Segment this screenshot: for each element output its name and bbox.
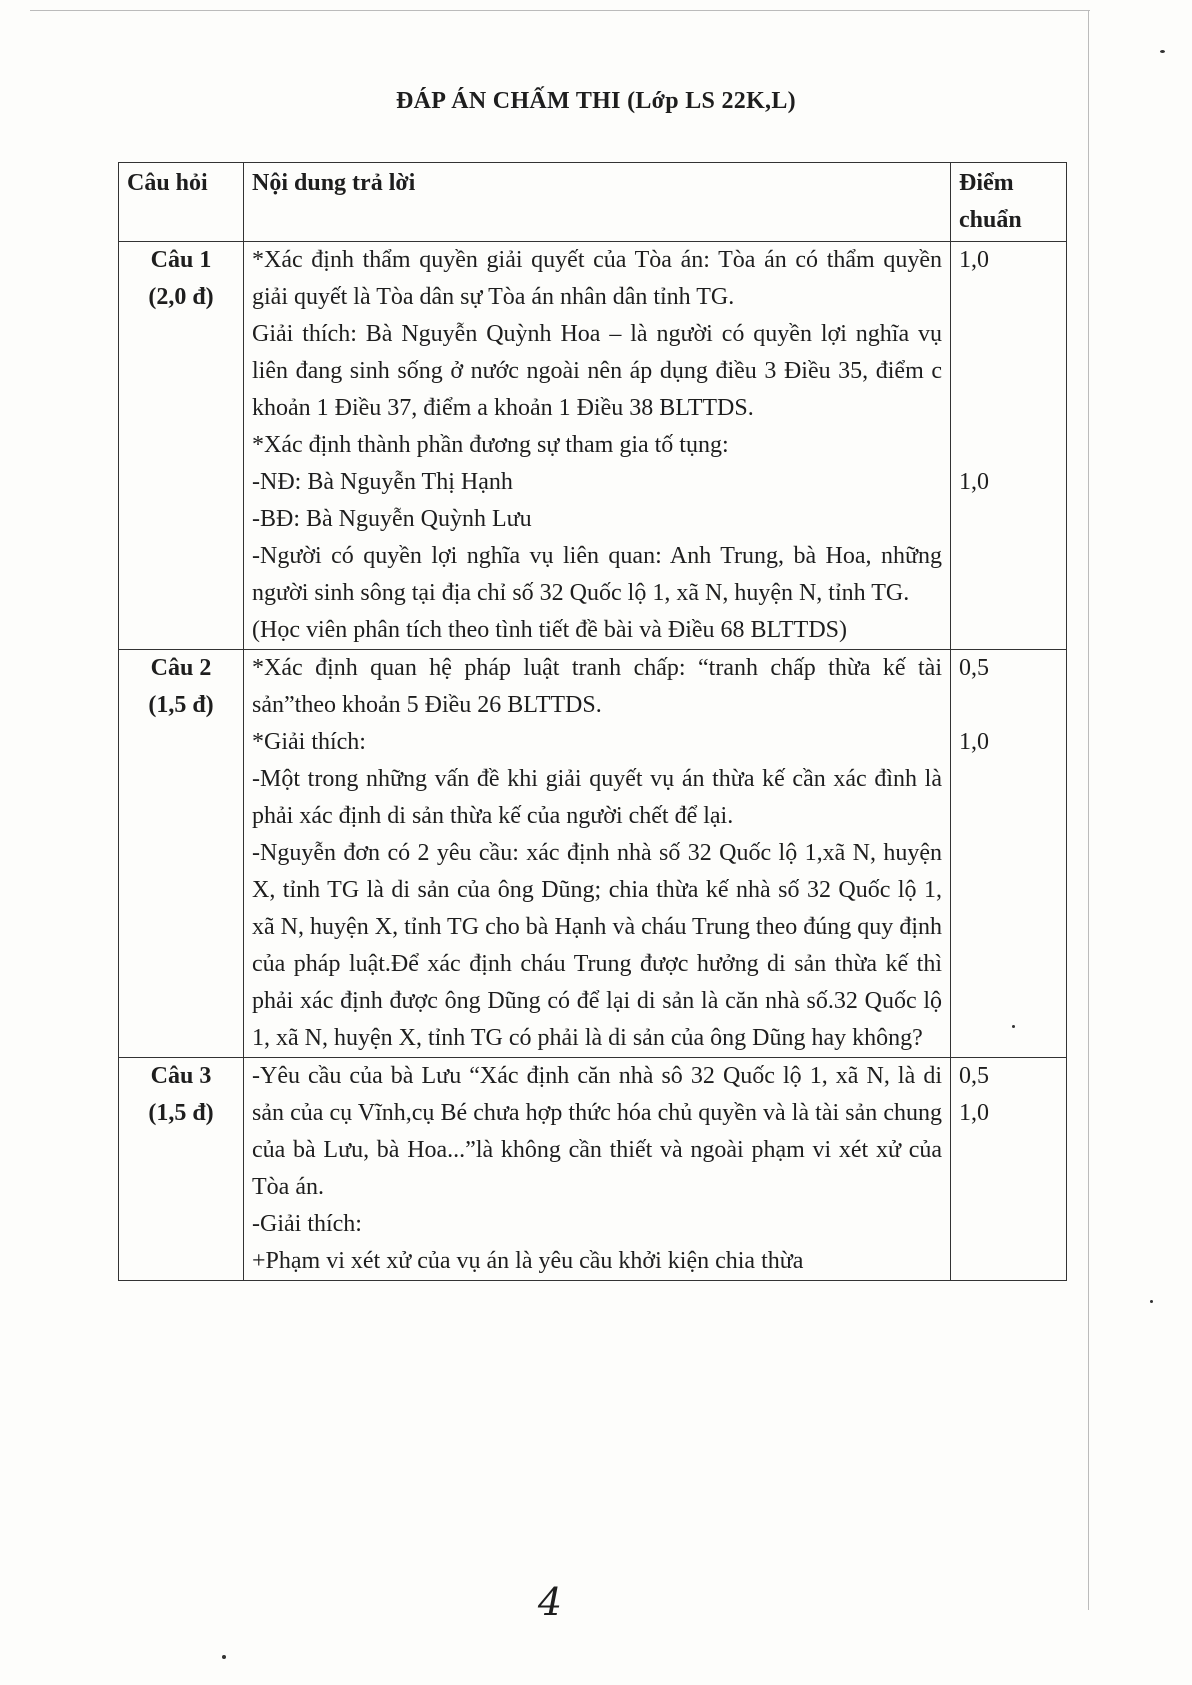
answer-paragraph: -Yêu cầu của bà Lưu “Xác định căn nhà sô 32 Quốc lộ 1, xã N, là di sản của cụ Vĩnh,cụ Bé chưa hợp thức hóa chủ quyền và là tài sản chung của bà Lưu, bà Hoa...”là không cần thiết và ngoài phạm vi xét xử của Tòa án.	[252, 1063, 942, 1200]
table-row	[119, 1058, 1067, 1281]
page-number: 4	[537, 1580, 563, 1624]
answer-paragraph: -Một trong những vấn đề khi giải quyết vụ án thừa kế cần xác đình là phải xác định di sản thừa kế của người chết để lại.	[252, 766, 942, 829]
answer-paragraph: (Học viên phân tích theo tình tiết đề bài và Điều 68 BLTTDS)	[252, 617, 847, 643]
score-cell	[951, 242, 1067, 650]
answer-paragraph: +Phạm vi xét xử của vụ án là yêu cầu khởi kiện chia thừa	[252, 1248, 804, 1274]
scan-speck	[222, 1655, 226, 1659]
score-cell	[951, 650, 1067, 1058]
scan-edge-line-right	[1088, 10, 1089, 1610]
answer-paragraph: -Người có quyền lợi nghĩa vụ liên quan: Anh Trung, bà Hoa, những người sinh sông tại địa chỉ số 32 Quốc lộ 1, xã N, huyện N, tỉnh TG.	[252, 543, 942, 606]
header-question: Câu hỏi	[119, 163, 244, 242]
answer-paragraph: *Xác định thành phần đương sự tham gia tố tụng:	[252, 432, 729, 458]
score-spacer	[959, 687, 1058, 724]
question-number: Câu 1	[150, 247, 212, 273]
question-points: (2,0 đ)	[148, 284, 214, 310]
scan-speck	[1160, 50, 1165, 53]
score-value: 1,0	[959, 247, 989, 273]
page-title: ĐÁP ÁN CHẤM THI (Lớp LS 22K,L)	[396, 88, 796, 114]
scan-speck	[1150, 1300, 1153, 1303]
table-header-row	[119, 163, 1067, 242]
score-value: 1,0	[959, 1100, 989, 1126]
score-cell	[951, 1058, 1067, 1281]
header-score: Điểm chuẩn	[951, 163, 1067, 242]
answer-paragraph: -Giải thích:	[252, 1211, 362, 1237]
answer-cell	[244, 1058, 951, 1281]
question-cell	[119, 650, 244, 1058]
answer-cell	[244, 242, 951, 650]
question-points: (1,5 đ)	[148, 692, 214, 718]
answer-paragraph: Giải thích: Bà Nguyễn Quỳnh Hoa – là người có quyền lợi nghĩa vụ liên đang sinh sống ở nước ngoài nên áp dụng điều 3 Điều 35, điểm c khoản 1 Điều 37, điểm a khoản 1 Điều 38 BLTTDS.	[252, 321, 942, 421]
table-row	[119, 242, 1067, 650]
answer-cell	[244, 650, 951, 1058]
answer-paragraph: -BĐ: Bà Nguyễn Quỳnh Lưu	[252, 506, 532, 532]
scan-edge-line	[30, 10, 1090, 11]
question-points: (1,5 đ)	[148, 1100, 214, 1126]
question-number: Câu 3	[150, 1063, 212, 1089]
question-cell	[119, 242, 244, 650]
answer-table	[118, 162, 1067, 1281]
answer-paragraph: *Giải thích:	[252, 729, 366, 755]
answer-paragraph: -Nguyễn đơn có 2 yêu cầu: xác định nhà số 32 Quốc lộ 1,xã N, huyện X, tỉnh TG là di sản của ông Dũng; chia thừa kế nhà số 32 Quốc lộ 1, xã N, huyện X, tỉnh TG cho bà Hạnh và cháu Trung theo đúng quy định của pháp luật.Để xác định cháu Trung được hưởng di sản thừa kế thì phải xác định được ông Dũng có để lại di sản là căn nhà số.32 Quốc lộ 1, xã N, huyện X, tỉnh TG có phải là di sản của ông Dũng hay không?	[252, 840, 942, 1051]
answer-paragraph: -NĐ: Bà Nguyễn Thị Hạnh	[252, 469, 513, 495]
score-value: 0,5	[959, 1063, 989, 1089]
answer-paragraph: *Xác định quan hệ pháp luật tranh chấp: “tranh chấp thừa kế tài sản”theo khoản 5 Điều 26 BLTTDS.	[252, 655, 942, 718]
answer-paragraph: *Xác định thẩm quyền giải quyết của Tòa án: Tòa án có thẩm quyền giải quyết là Tòa dân sự Tòa án nhân dân tỉnh TG.	[252, 247, 942, 310]
question-number: Câu 2	[150, 655, 212, 681]
score-value: 1,0	[959, 729, 989, 755]
scan-speck	[1012, 1025, 1015, 1028]
table-row	[119, 650, 1067, 1058]
score-value: 0,5	[959, 655, 989, 681]
question-cell	[119, 1058, 244, 1281]
score-spacer	[959, 279, 1058, 464]
score-value: 1,0	[959, 469, 989, 495]
header-content: Nội dung trả lời	[244, 163, 951, 242]
